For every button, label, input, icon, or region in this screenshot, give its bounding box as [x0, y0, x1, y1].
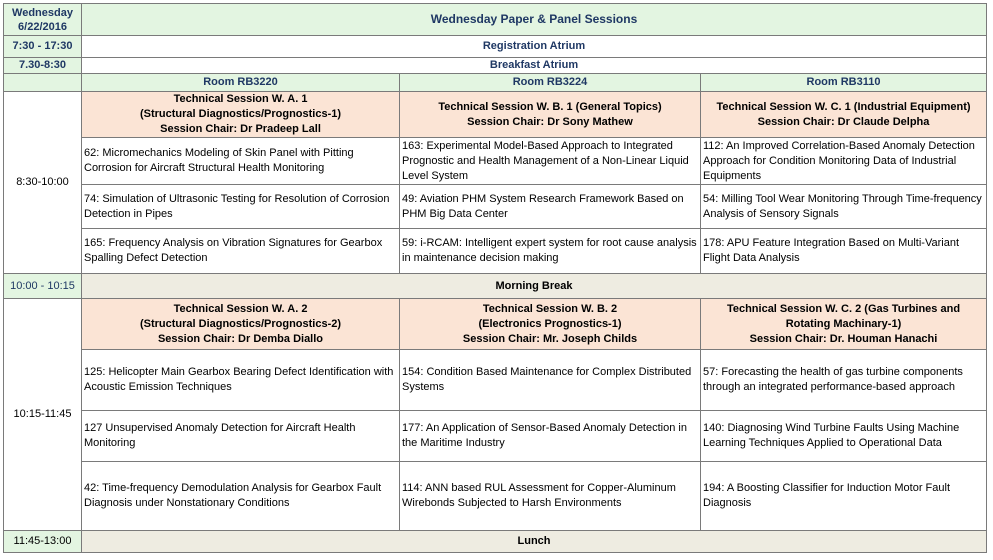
paper-62: 62: Micromechanics Modeling of Skin Panel with Pitting Corrosion for Aircraft Structural Health Monitoring [82, 138, 400, 185]
page-title: Wednesday Paper & Panel Sessions [82, 4, 987, 36]
paper-row [4, 462, 987, 531]
paper-row [4, 185, 987, 229]
room-rb3224: Room RB3224 [400, 74, 701, 92]
paper-59: 59: i-RCAM: Intelligent expert system for root cause analysis in maintenance decision making [400, 229, 701, 274]
session-title: Technical Session W. A. 1 [173, 93, 308, 105]
paper-165: 165: Frequency Analysis on Vibration Signatures for Gearbox Spalling Defect Detection [82, 229, 400, 274]
registration-label: Registration Atrium [82, 36, 987, 58]
block1-time: 8:30-10:00 [4, 92, 82, 274]
registration-time: 7:30 - 17:30 [4, 36, 82, 58]
paper-42: 42: Time-frequency Demodulation Analysis for Gearbox Fault Diagnosis under Nonstationary Conditions [82, 462, 400, 531]
paper-row [4, 138, 987, 185]
paper-row [4, 411, 987, 462]
session-chair: Session Chair: Dr. Houman Hanachi [749, 332, 938, 345]
session-subtitle: (Electronics Prognostics-1) [478, 317, 622, 330]
block2-time: 10:15-11:45 [4, 299, 82, 531]
session-chair: Session Chair: Dr Pradeep Lall [160, 123, 321, 135]
session-chair: Session Chair: Dr Sony Mathew [467, 115, 633, 128]
registration-row [4, 36, 987, 58]
room-rb3220: Room RB3220 [82, 74, 400, 92]
lunch-label: Lunch [82, 531, 987, 553]
session-wb1 [400, 92, 701, 138]
paper-194: 194: A Boosting Classifier for Induction Motor Fault Diagnosis [701, 462, 987, 531]
paper-154: 154: Condition Based Maintenance for Complex Distributed Systems [400, 350, 701, 411]
session-subtitle: Rotating Machinary-1) [785, 317, 902, 330]
session-title: Technical Session W. B. 2 [482, 302, 618, 315]
paper-74: 74: Simulation of Ultrasonic Testing for Resolution of Corrosion Detection in Pipes [82, 185, 400, 229]
lunch-row [4, 531, 987, 553]
session-wc1 [701, 92, 987, 138]
session-title: Technical Session W. B. 1 (General Topics) [438, 100, 662, 113]
date-label: 6/22/2016 [18, 20, 67, 33]
session-subtitle: (Structural Diagnostics/Prognostics-2) [139, 317, 342, 330]
breakfast-time: 7.30-8:30 [4, 58, 82, 74]
session-title: Technical Session W. A. 2 [173, 302, 308, 315]
session-title: Technical Session W. C. 1 (Industrial Equipment) [716, 100, 971, 113]
paper-163: 163: Experimental Model-Based Approach to Integrated Prognostic and Health Management of a Non-Linear Liquid Level System [400, 138, 701, 185]
session-wa1 [82, 92, 400, 138]
morning-break-row [4, 274, 987, 299]
session-wa2 [82, 299, 400, 350]
header-row [4, 4, 987, 36]
paper-row [4, 229, 987, 274]
schedule-table [3, 3, 987, 553]
breakfast-label: Breakfast Atrium [82, 58, 987, 74]
rooms-blank-cell [4, 74, 82, 92]
session-chair: Session Chair: Mr. Joseph Childs [462, 332, 638, 345]
paper-112: 112: An Improved Correlation-Based Anomaly Detection Approach for Condition Monitoring Data of Industrial Equipments [701, 138, 987, 185]
paper-178: 178: APU Feature Integration Based on Multi-Variant Flight Data Analysis [701, 229, 987, 274]
session-wc2 [701, 299, 987, 350]
breakfast-row [4, 58, 987, 74]
paper-125: 125: Helicopter Main Gearbox Bearing Defect Identification with Acoustic Emission Techniques [82, 350, 400, 411]
session-subtitle: (Structural Diagnostics/Prognostics-1) [139, 108, 342, 120]
session-chair: Session Chair: Dr Demba Diallo [157, 332, 324, 345]
session-wb2 [400, 299, 701, 350]
room-rb3110: Room RB3110 [701, 74, 987, 92]
session-row-2 [4, 299, 987, 350]
lunch-time: 11:45-13:00 [4, 531, 82, 553]
session-chair: Session Chair: Dr Claude Delpha [757, 115, 930, 128]
rooms-row [4, 74, 987, 92]
session-row-1 [4, 92, 987, 138]
paper-57: 57: Forecasting the health of gas turbine components through an integrated performance-based approach [701, 350, 987, 411]
morning-break-time: 10:00 - 10:15 [4, 274, 82, 299]
paper-49: 49: Aviation PHM System Research Framework Based on PHM Big Data Center [400, 185, 701, 229]
session-title: Technical Session W. C. 2 (Gas Turbines and [726, 302, 961, 315]
paper-177: 177: An Application of Sensor-Based Anomaly Detection in the Maritime Industry [400, 411, 701, 462]
paper-140: 140: Diagnosing Wind Turbine Faults Using Machine Learning Techniques Applied to Operational Data [701, 411, 987, 462]
paper-row [4, 350, 987, 411]
paper-114: 114: ANN based RUL Assessment for Copper-Aluminum Wirebonds Subjected to Harsh Environments [400, 462, 701, 531]
morning-break-label: Morning Break [82, 274, 987, 299]
day-date-cell [4, 4, 82, 36]
day-label: Wednesday [12, 6, 73, 19]
paper-54: 54: Milling Tool Wear Monitoring Through Time-frequency Analysis of Sensory Signals [701, 185, 987, 229]
paper-127: 127 Unsupervised Anomaly Detection for Aircraft Health Monitoring [82, 411, 400, 462]
